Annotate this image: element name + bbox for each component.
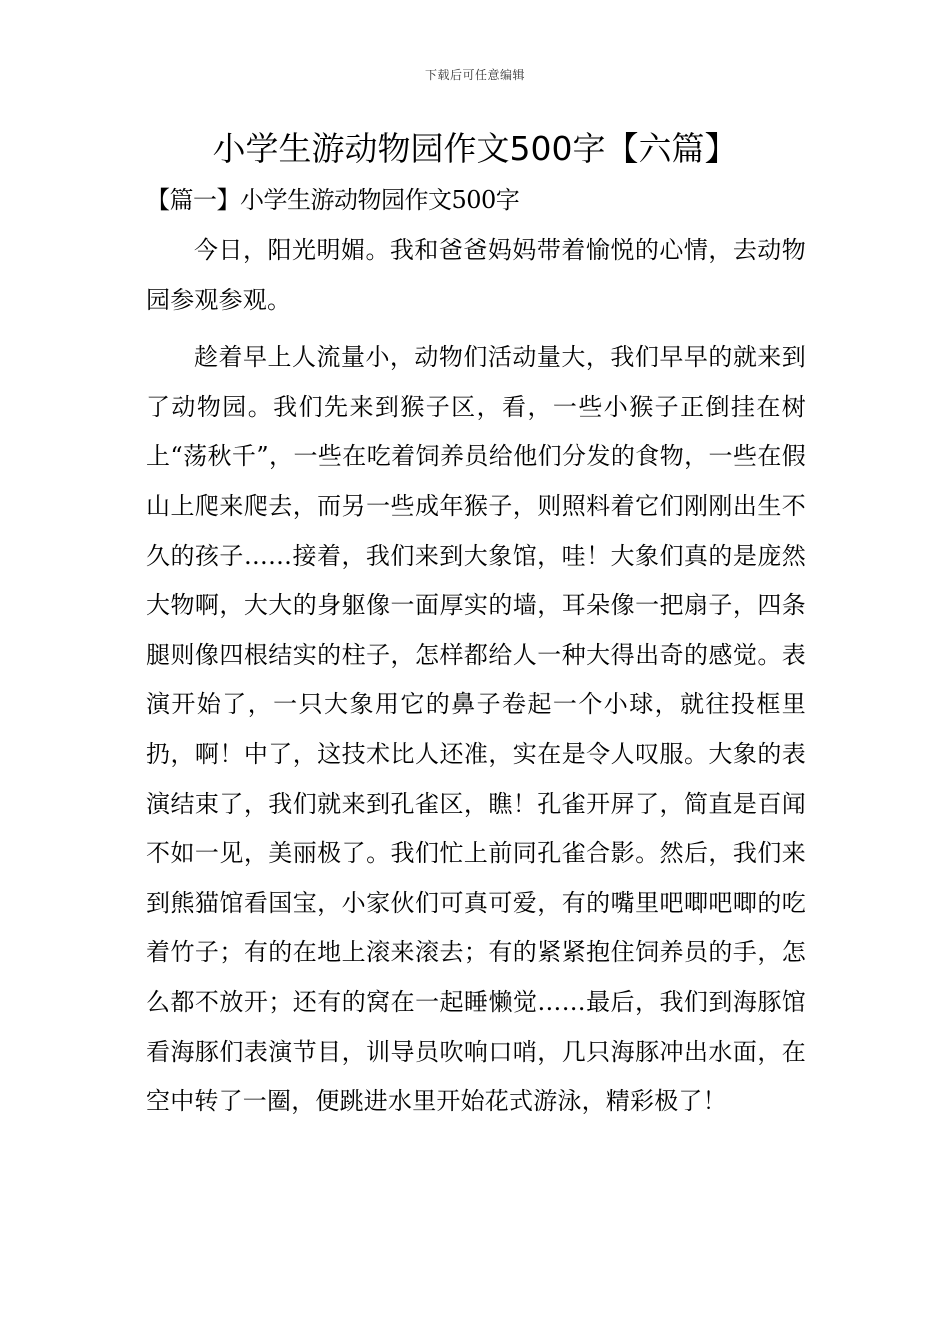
paragraph: 今日，阳光明媚。我和爸爸妈妈带着愉悦的心情，去动物园参观参观。 (146, 236, 806, 314)
header-note: 下载后可任意编辑 (424, 68, 525, 82)
section-heading: 【篇一】小学生游动物园作文500字 (146, 186, 520, 214)
paragraph: 趁着早上人流量小，动物们活动量大，我们早早的就来到了动物园。我们先来到猴子区，看，一些小猴子正倒挂在树上“荡秋千”，一些在吃着饲养员给他们分发的食物，一些在假山上爬来爬去，而另一些成年猴子，则照料着它们刚刚出生不久的孩子……接着，我们来到大象馆，哇！大象们真的是庞然大物啊，大大的身躯像一面厚实的墙，耳朵像一把扇子，四条腿则像四根结实的柱子，怎样都给人一种大得出奇的感觉。表演开始了，一只大象用它的鼻子卷起一个小球，就往投框里扔，啊！中了，这技术比人还准，实在是令人叹服。大象的表演结束了，我们就来到孔雀区，瞧！孔雀开屏了，简直是百闻不如一见，美丽极了。我们忙上前同孔雀合影。然后，我们来到熊猫馆看国宝，小家伙们可真可爱，有的嘴里吧唧吧唧的吃着竹子；有的在地上滚来滚去；有的紧紧抱住饲养员的手，怎么都不放开；还有的窝在一起睡懒觉……最后，我们到海豚馆看海豚们表演节目，训导员吹响口哨，几只海豚冲出水面，在空中转了一圈，便跳进水里开始花式游泳，精彩极了！ (146, 343, 806, 1116)
document-title: 小学生游动物园作文500字【六篇】 (212, 129, 738, 168)
document-body (146, 180, 806, 1127)
